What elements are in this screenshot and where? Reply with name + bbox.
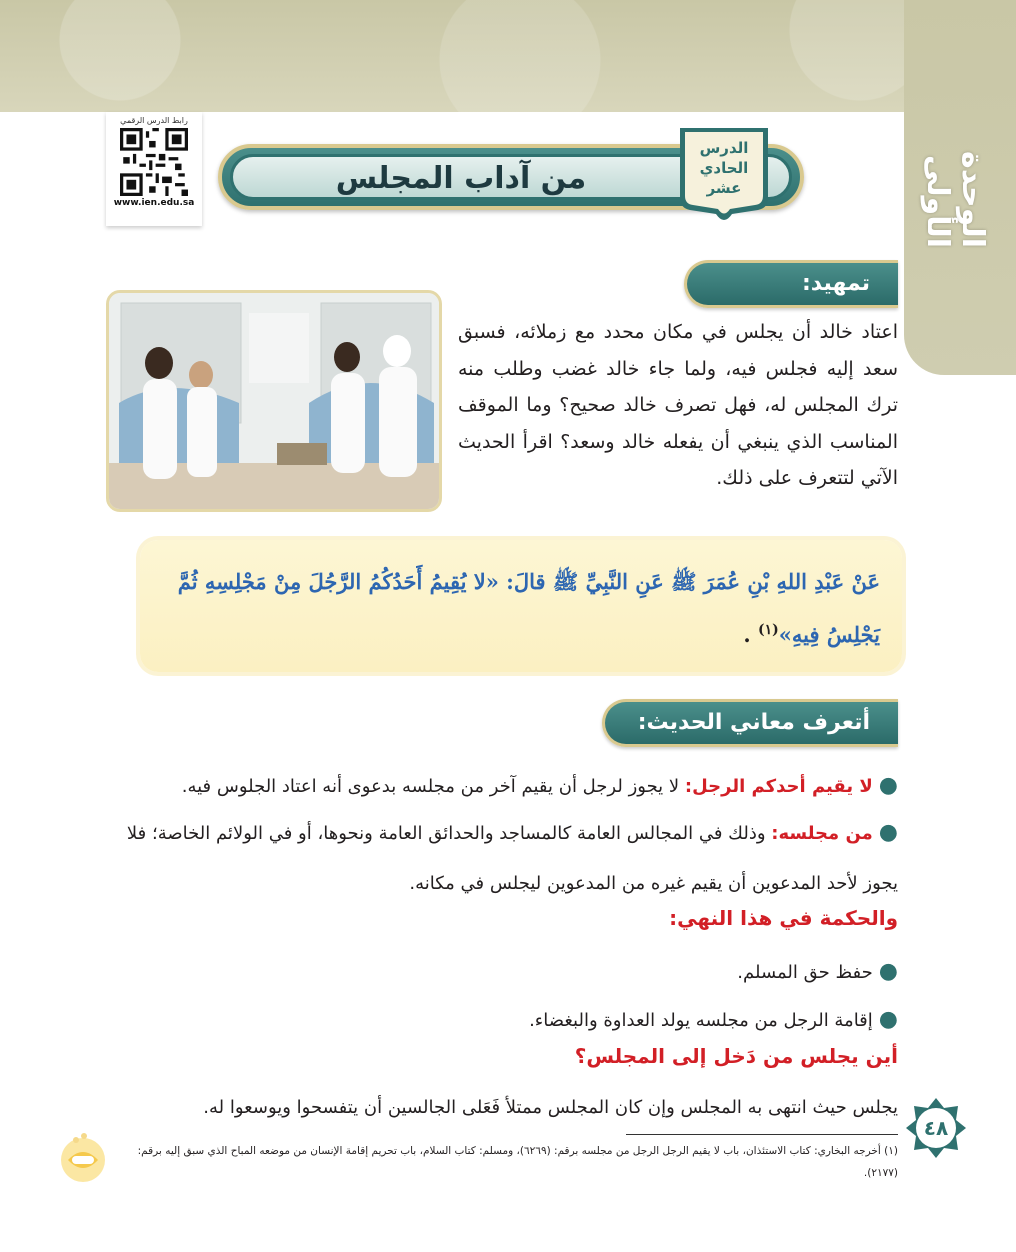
intro-heading: تمهيد:	[684, 260, 898, 308]
boys-sitting-image	[109, 293, 439, 509]
wisdom-item-2	[298, 998, 898, 1043]
where-to-sit-heading: أين يجلس من دَخل إلى المجلس؟	[574, 1044, 898, 1068]
meanings-heading: أتعرف معاني الحديث:	[602, 699, 898, 747]
lesson-word-2: الحادي	[699, 159, 749, 177]
meaning-text-2: وذلك في المجالس العامة كالمساجد والحدائق العامة ونحوها، أو في الولائم الخاصة؛ فلا يجوز لأحد المدعوين أن يقيم غيره من المدعوين ليجلس في مكانه.	[126, 823, 898, 894]
lesson-number-badge	[672, 122, 776, 230]
wisdom-item-1	[498, 950, 898, 995]
unit-label-text: الوحدة الأولى	[920, 150, 990, 248]
lesson-word-3: عشر	[706, 179, 742, 197]
meaning-item-1	[106, 764, 898, 809]
hadith-box	[140, 540, 902, 672]
bullet-dot-icon: ●	[878, 1007, 898, 1032]
bullet-dot-icon: ●	[878, 820, 898, 845]
lesson-word-1: الدرس	[699, 139, 749, 157]
footnote-divider	[626, 1134, 898, 1135]
bullet-dot-icon: ●	[878, 773, 898, 798]
page-number: ٤٨	[923, 1116, 949, 1140]
wisdom-text-1: حفظ حق المسلم.	[737, 962, 873, 983]
meaning-text-1: لا يجوز لرجل أن يقيم آخر من مجلسه بدعوى أنه اعتاد الجلوس فيه.	[181, 776, 680, 797]
wisdom-heading: والحكمة في هذا النهي:	[669, 906, 898, 930]
hadith-body: عَنْ عَبْدِ اللهِ بْنِ عُمَرَ ﷺ عَنِ النَّبِيِّ ﷺ قالَ: «لا يُقِيمُ أَحَدُكُمُ الرَّجُلَ مِنْ مَجْلِسِهِ ثُمَّ يَجْلِسُ فِيهِ»	[177, 569, 880, 647]
meaning-item-2	[106, 808, 898, 909]
intro-paragraph: اعتاد خالد أن يجلس في مكان محدد مع زملائه، فسبق سعد إليه فجلس فيه، ولما جاء خالد غضب وطلب منه ترك المجلس له، فهل تصرف خالد صحيح؟ وما الموقف المناسب الذي ينبغي أن يفعله خالد وسعد؟ اقرأ الحديث الآتي لتتعرف على ذلك.	[458, 321, 898, 489]
lesson-title: من آداب المجلس	[335, 161, 587, 196]
qr-code-icon[interactable]	[120, 128, 188, 196]
unit-label	[900, 98, 1010, 248]
top-decorative-band	[0, 0, 1016, 112]
hadith-text	[160, 558, 880, 659]
hadith-footnote-marker[interactable]: (١)	[758, 622, 779, 638]
where-to-sit-text: يجلس حيث انتهى به المجلس وإن كان المجلس ممتلأ فَعَلى الجالسين أن يتفسحوا ويوسعوا له.	[203, 1097, 898, 1118]
meaning-term-1: لا يقيم أحدكم الرجل:	[684, 776, 873, 797]
illustration-photo	[106, 290, 442, 512]
qr-url[interactable]: www.ien.edu.sa	[113, 198, 195, 208]
wisdom-text-2: إقامة الرجل من مجلسه يولد العداوة والبغضاء.	[529, 1010, 873, 1031]
footnote-text: (١) أخرجه البخاري: كتاب الاستئذان، باب لا يقيم الرجل الرجل من مجلسه برقم: (٦٢٦٩)، ومسلم: كتاب السلام، باب تحريم إقامة الإنسان من موضعه المباح الذي سبق إليه برقم: (٢١٧٧).	[137, 1145, 898, 1179]
lesson-number-text	[672, 138, 776, 198]
page-number-badge	[904, 1096, 968, 1160]
meaning-term-2: من مجلسه:	[771, 823, 873, 844]
qr-label: رابط الدرس الرقمي	[120, 116, 188, 125]
qr-card[interactable]	[106, 112, 202, 226]
bullet-dot-icon: ●	[878, 959, 898, 984]
publisher-logo-icon	[58, 1130, 108, 1184]
hadith-end: .	[743, 622, 751, 647]
